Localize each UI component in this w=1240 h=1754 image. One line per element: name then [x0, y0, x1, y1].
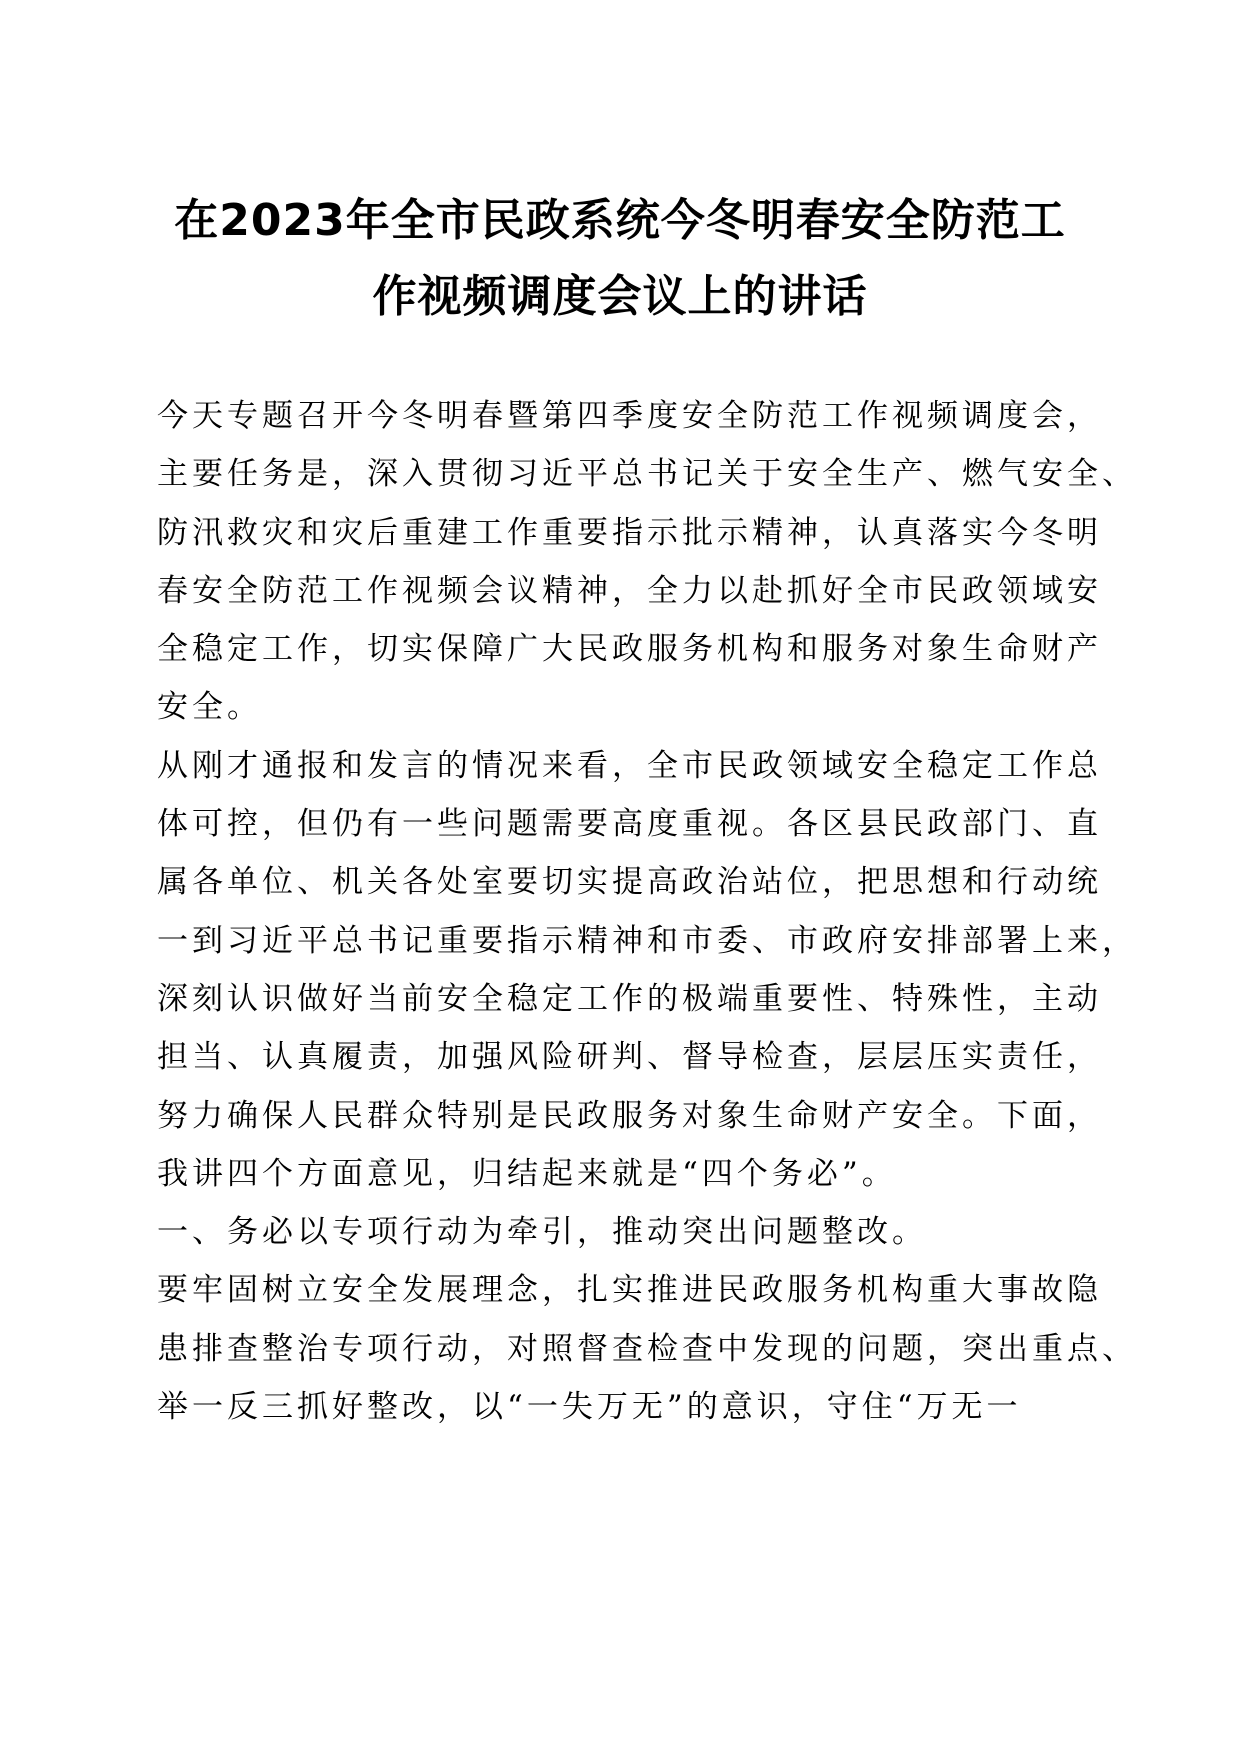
body-line: 安全。 [157, 689, 262, 726]
body-line: 体可控，但仍有一些问题需要高度重视。各区县民政部门、直 [157, 806, 1102, 843]
body-line: 要牢固树立安全发展理念，扎实推进民政服务机构重大事故隐 [157, 1272, 1102, 1309]
body-line: 主要任务是，深入贯彻习近平总书记关于安全生产、燃气安全、 [157, 456, 1137, 493]
body-line: 今天专题召开今冬明春暨第四季度安全防范工作视频调度会， [157, 398, 1102, 434]
section-heading-line: 一、务必以专项行动为牵引，推动突出问题整改。 [157, 1214, 927, 1251]
body-line: 努力确保人民群众特别是民政服务对象生命财产安全。下面， [157, 1097, 1102, 1134]
body-line: 防汛救灾和灾后重建工作重要指示批示精神，认真落实今冬明 [157, 514, 1102, 551]
body-line: 患排查整治专项行动，对照督查检查中发现的问题，突出重点、 [157, 1330, 1137, 1367]
page-title [150, 183, 1090, 335]
body-line: 从刚才通报和发言的情况来看，全市民政领域安全稳定工作总 [157, 747, 1102, 784]
body-line: 举一反三抓好整改，以“一失万无”的意识，守住“万无一 [157, 1389, 1022, 1426]
body-line: 属各单位、机关各处室要切实提高政治站位，把思想和行动统 [157, 864, 1102, 901]
body-line: 全稳定工作，切实保障广大民政服务机构和服务对象生命财产 [157, 631, 1102, 668]
title-line-1: 在2023年全市民政系统今冬明春安全防范工 [174, 195, 1066, 246]
body-line: 深刻认识做好当前安全稳定工作的极端重要性、特殊性，主动 [157, 980, 1102, 1017]
body-line: 春安全防范工作视频会议精神，全力以赴抓好全市民政领域安 [157, 572, 1102, 609]
body-line: 我讲四个方面意见，归结起来就是“四个务必”。 [157, 1155, 897, 1192]
document-body [157, 387, 1137, 1436]
title-line-2: 作视频调度会议上的讲话 [372, 271, 868, 322]
body-line: 担当、认真履责，加强风险研判、督导检查，层层压实责任， [157, 1039, 1102, 1076]
body-line: 一到习近平总书记重要指示精神和市委、市政府安排部署上来， [157, 922, 1137, 959]
